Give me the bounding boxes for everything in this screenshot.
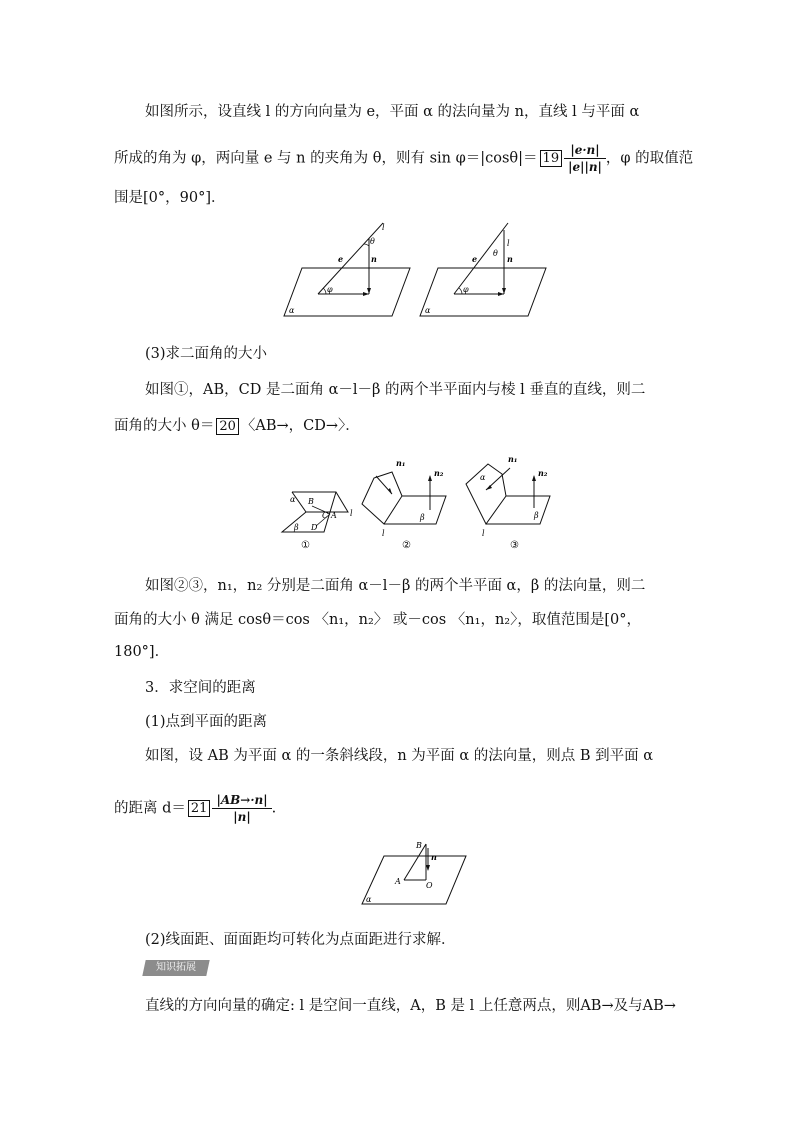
label-beta: β [534,511,539,520]
text-line: 面角的大小 θ 满足 cosθ＝cos 〈n₁，n₂〉 或－cos 〈n₁，n₂〉，取值范围是[0°， [114,612,641,628]
label-l: l [382,529,385,538]
label-l: l [350,509,353,518]
label-alpha: α [480,473,486,482]
caption-3: ③ [510,540,519,551]
text-line: 围是[0°，90°]． [114,190,226,206]
label-D: D [311,523,318,532]
label-n: n [507,254,513,264]
fraction-numerator: |AB→·n| [212,792,271,809]
text-segment: 的距离 d＝ [114,800,186,817]
section-heading: 3．求空间的距离 [145,680,256,696]
label-A: A [331,511,337,520]
text-line: 如图①，AB，CD 是二面角 α－l－β 的两个半平面内与棱 l 垂直的直线，则二 [145,382,646,398]
label-n: n [431,852,437,862]
label-e: e [472,254,478,264]
dihedral-angle-figure [270,450,560,554]
subheading: (3)求二面角的大小 [145,346,268,362]
text-line-formula [114,414,360,435]
text-line: 如图②③，n₁，n₂ 分别是二面角 α－l－β 的两个半平面 α，β 的法向量，则二 [145,578,646,594]
knowledge-extension-tag [142,960,209,976]
label-n: n [371,254,377,264]
label-alpha: α [425,306,431,315]
text-segment: 所成的角为 φ，两向量 e 与 n 的夹角为 θ，则有 sin φ＝|cosθ|＝ [114,150,538,167]
label-phi: φ [327,285,333,294]
caption-1: ① [301,540,310,551]
label-e: e [338,254,344,264]
fraction [564,142,606,175]
text-segment: . [271,800,277,817]
line-plane-angle-figure [280,218,550,320]
label-B: B [416,841,422,850]
label-phi: φ [463,285,469,294]
subheading: (1)点到平面的距离 [145,714,268,730]
answer-box: 19 [540,150,563,167]
label-n1: n₁ [396,458,406,468]
point-plane-distance-figure [360,836,468,908]
label-n1: n₁ [508,454,518,464]
label-n2: n₂ [538,468,548,478]
text-line: 直线的方向向量的确定: l 是空间一直线，A，B 是 l 上任意两点，则AB→及与AB→ [145,998,676,1014]
text-line: 如图所示，设直线 l 的方向向量为 e，平面 α 的法向量为 n，直线 l 与平面 α [145,104,640,120]
label-l: l [507,239,510,248]
label-theta: θ [370,237,375,246]
text-segment: 面角的大小 θ＝ [114,418,215,434]
fraction [212,792,271,825]
label-n2: n₂ [434,468,444,478]
text-segment: 〈AB→，CD→〉． [240,418,360,434]
answer-box: 21 [188,800,211,817]
label-A: A [395,877,401,886]
fraction-numerator: |e·n| [564,142,606,159]
text-line-formula [114,142,693,175]
subheading: (2)线面距、面面距均可转化为点面距进行求解． [145,932,456,948]
label-alpha: α [366,895,372,904]
answer-box: 20 [216,418,239,435]
text-line-formula [114,792,276,825]
fraction-denominator: |n| [233,810,251,824]
text-line: 如图，设 AB 为平面 α 的一条斜线段，n 为平面 α 的法向量，则点 B 到平面 α [145,748,654,764]
label-B: B [308,497,314,506]
label-l: l [482,529,485,538]
label-C: C [322,511,329,520]
caption-2: ② [402,540,411,551]
label-alpha: α [289,306,295,315]
text-line: 180°]． [114,644,170,660]
text-segment: ，φ 的取值范 [605,150,694,167]
fraction-denominator: |e||n| [568,160,602,174]
label-alpha: α [290,495,296,504]
label-beta: β [294,523,299,532]
label-O: O [426,881,433,890]
label-theta: θ [493,249,498,258]
tag-label: 知识拓展 [156,962,196,973]
label-beta: β [420,513,425,522]
label-l: l [382,223,385,232]
